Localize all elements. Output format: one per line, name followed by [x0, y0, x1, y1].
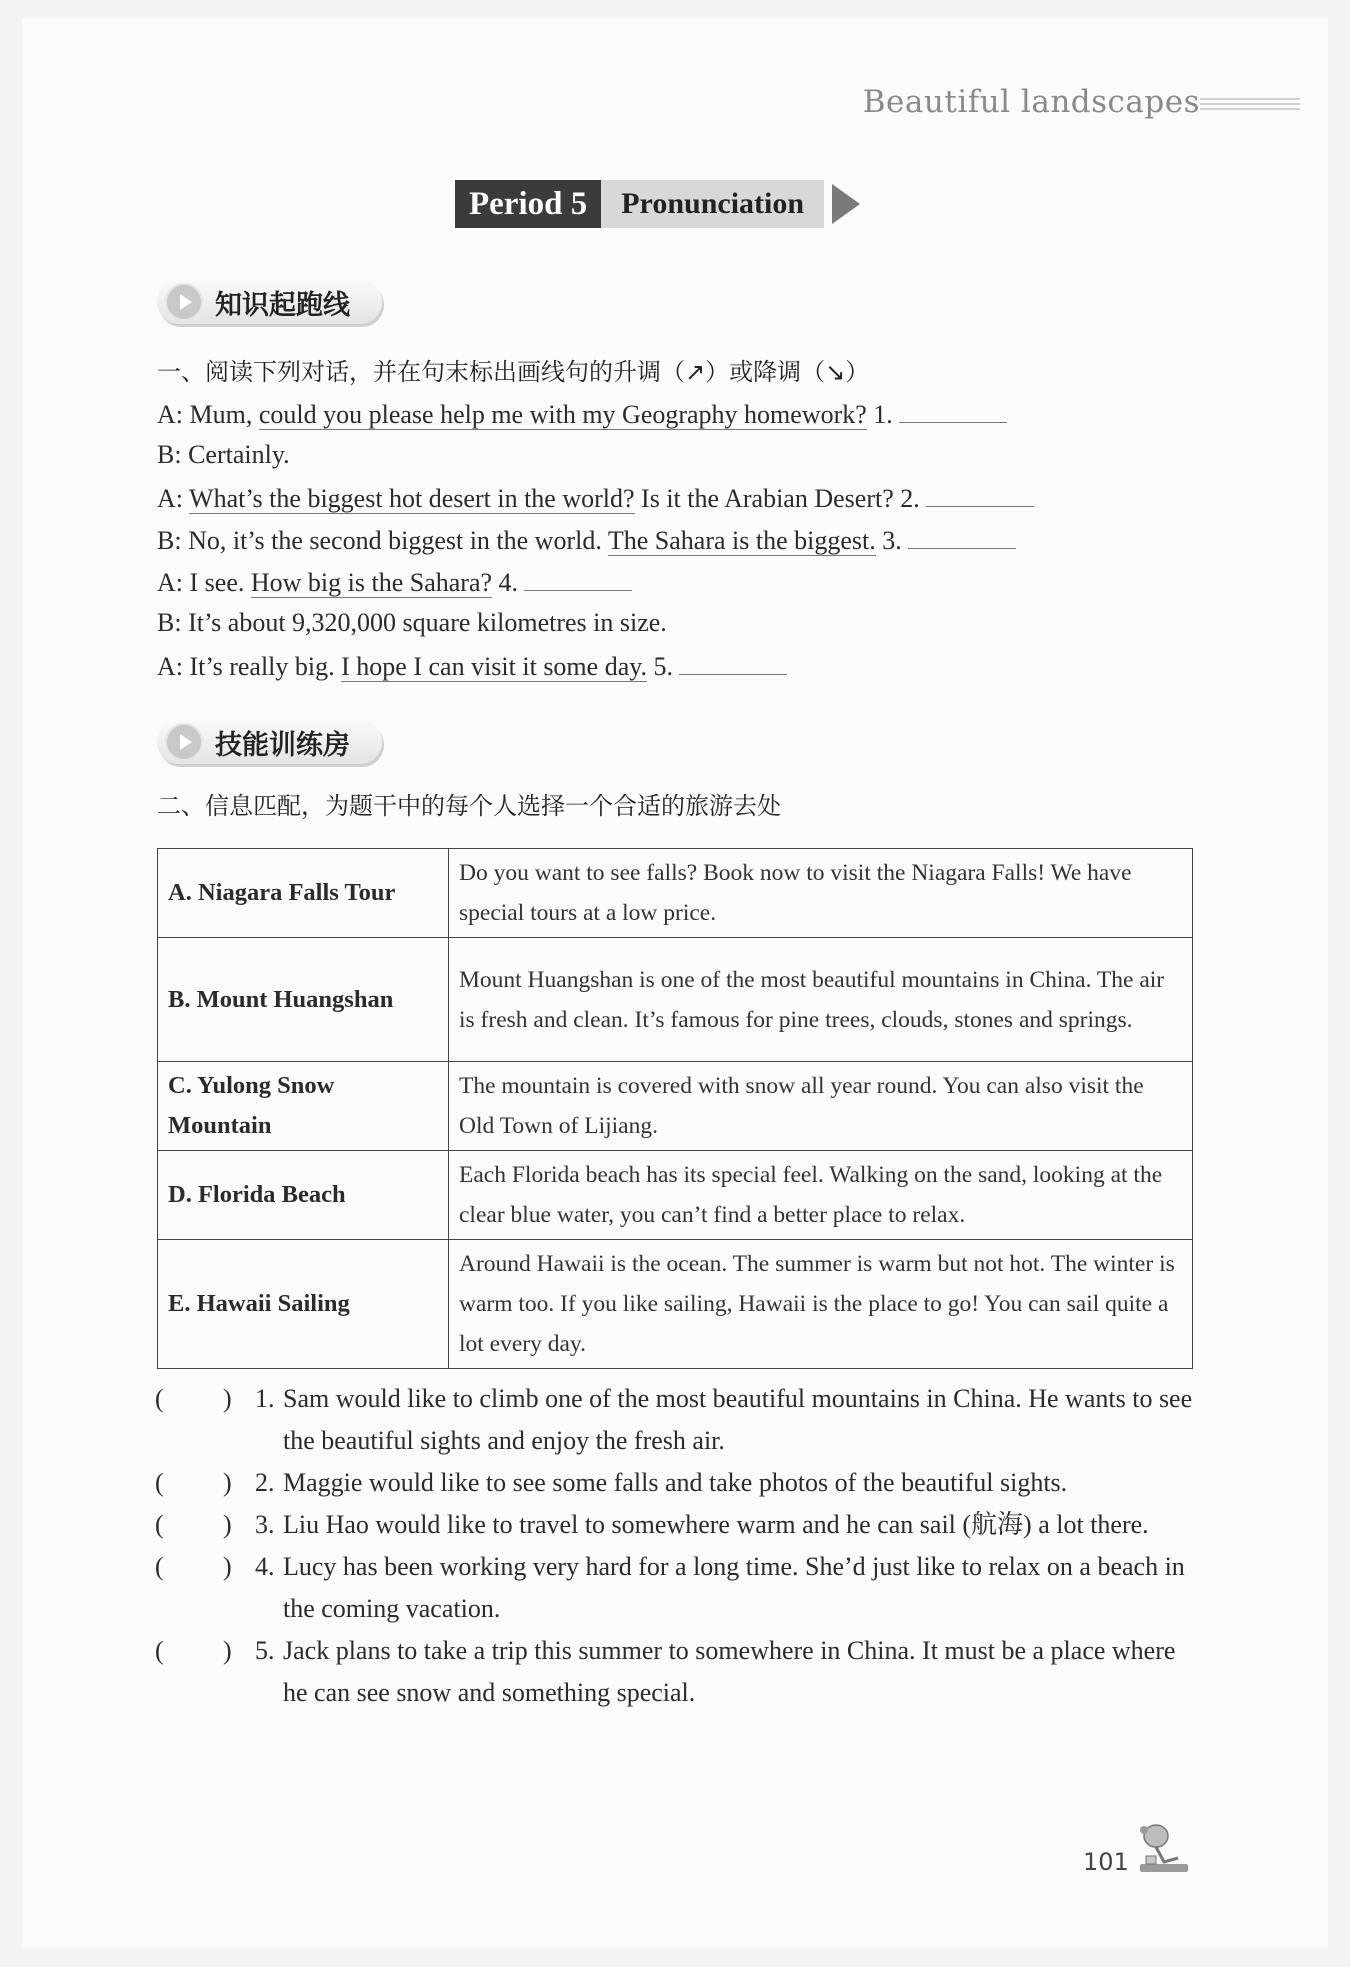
dialog-line: A: What’s the biggest hot desert in the world? Is it the Arabian Desert? 2. — [157, 476, 1217, 518]
answer-blank[interactable] — [926, 476, 1034, 507]
period-topic: Pronunciation — [601, 180, 824, 228]
table-row — [158, 1062, 1193, 1151]
question-text: Liu Hao would like to travel to somewhere warm and he can sail (航海) a lot there. — [283, 1510, 1149, 1539]
dialog-line: B: It’s about 9,320,000 square kilometres in size. — [157, 608, 667, 637]
question-text: Lucy has been working very hard for a long time. She’d just like to relax on a beach in the coming vacation. — [283, 1552, 1185, 1623]
place-description: Each Florida beach has its special feel. Walking on the sand, looking at the clear blue water, you can’t find a better place to relax. — [449, 1151, 1193, 1240]
question-number: 1. — [255, 1384, 275, 1413]
place-name: B. Mount Huangshan — [158, 938, 449, 1062]
dialog-line: A: It’s really big. I hope I can visit it some day. 5. — [157, 644, 1217, 686]
arrow-icon — [832, 184, 860, 224]
answer-paren-close: ) — [223, 1636, 232, 1665]
place-description: The mountain is covered with snow all year round. You can also visit the Old Town of Lijiang. — [449, 1062, 1193, 1151]
dialog-line: B: No, it’s the second biggest in the world. The Sahara is the biggest. 3. — [157, 518, 1217, 560]
question-number: 3. — [255, 1510, 275, 1539]
question-number: 4. — [255, 1552, 275, 1581]
question-item — [155, 1546, 1205, 1630]
answer-blank[interactable] — [524, 560, 632, 591]
instruction-1: 一、阅读下列对话，并在句末标出画线句的升调（↗）或降调（↘） — [157, 358, 870, 386]
answer-paren-open[interactable]: ( — [155, 1468, 164, 1497]
question-list — [155, 1378, 1205, 1714]
answer-blank[interactable] — [908, 518, 1016, 549]
period-banner — [455, 180, 860, 228]
page-number: 101 — [1083, 1848, 1129, 1876]
instruction-2: 二、信息匹配，为题干中的每个人选择一个合适的旅游去处 — [157, 792, 781, 820]
table-row — [158, 938, 1193, 1062]
question-item — [155, 1462, 1205, 1504]
header-decoration — [1200, 98, 1300, 112]
answer-paren-open[interactable]: ( — [155, 1384, 164, 1413]
answer-paren-close: ) — [223, 1552, 232, 1581]
question-number: 2. — [255, 1468, 275, 1497]
answer-paren-open[interactable]: ( — [155, 1552, 164, 1581]
section-tab-label: 知识起跑线 — [215, 289, 350, 321]
place-name: A. Niagara Falls Tour — [158, 849, 449, 938]
table-row — [158, 1240, 1193, 1369]
destinations-table — [157, 848, 1193, 1369]
question-item — [155, 1504, 1205, 1546]
dialog — [157, 392, 1217, 686]
answer-paren-close: ) — [223, 1384, 232, 1413]
place-description: Mount Huangshan is one of the most beautiful mountains in China. The air is fresh and clean. It’s famous for pine trees, clouds, stones and springs. — [449, 938, 1193, 1062]
table-row — [158, 849, 1193, 938]
answer-blank[interactable] — [899, 392, 1007, 423]
place-description: Do you want to see falls? Book now to visit the Niagara Falls! We have special tours at a low price. — [449, 849, 1193, 938]
place-name: E. Hawaii Sailing — [158, 1240, 449, 1369]
reading-mascot-icon — [1134, 1822, 1192, 1878]
section-tab-skills — [157, 720, 382, 764]
section-tab-label: 技能训练房 — [215, 729, 350, 761]
running-header: Beautiful landscapes — [862, 84, 1200, 120]
dialog-line: A: Mum, could you please help me with my Geography homework? 1. — [157, 392, 1217, 434]
answer-blank[interactable] — [679, 644, 787, 675]
dialog-line: A: I see. How big is the Sahara? 4. — [157, 560, 1217, 602]
question-item — [155, 1378, 1205, 1462]
place-description: Around Hawaii is the ocean. The summer is warm but not hot. The winter is warm too. If you like sailing, Hawaii is the place to go! You can sail quite a lot every day. — [449, 1240, 1193, 1369]
play-icon — [165, 723, 203, 761]
answer-paren-close: ) — [223, 1468, 232, 1497]
place-name: D. Florida Beach — [158, 1151, 449, 1240]
question-text: Jack plans to take a trip this summer to somewhere in China. It must be a place where he can see snow and something special. — [283, 1636, 1176, 1707]
question-item — [155, 1630, 1205, 1714]
question-text: Maggie would like to see some falls and take photos of the beautiful sights. — [283, 1468, 1068, 1497]
question-number: 5. — [255, 1636, 275, 1665]
answer-paren-close: ) — [223, 1510, 232, 1539]
play-icon — [165, 283, 203, 321]
period-label: Period 5 — [455, 180, 601, 228]
section-tab-warmup — [157, 280, 382, 324]
answer-paren-open[interactable]: ( — [155, 1636, 164, 1665]
dialog-line: B: Certainly. — [157, 440, 290, 469]
question-text: Sam would like to climb one of the most beautiful mountains in China. He wants to see the beautiful sights and enjoy the fresh air. — [283, 1384, 1193, 1455]
answer-paren-open[interactable]: ( — [155, 1510, 164, 1539]
table-row — [158, 1151, 1193, 1240]
place-name: C. Yulong Snow Mountain — [158, 1062, 449, 1151]
